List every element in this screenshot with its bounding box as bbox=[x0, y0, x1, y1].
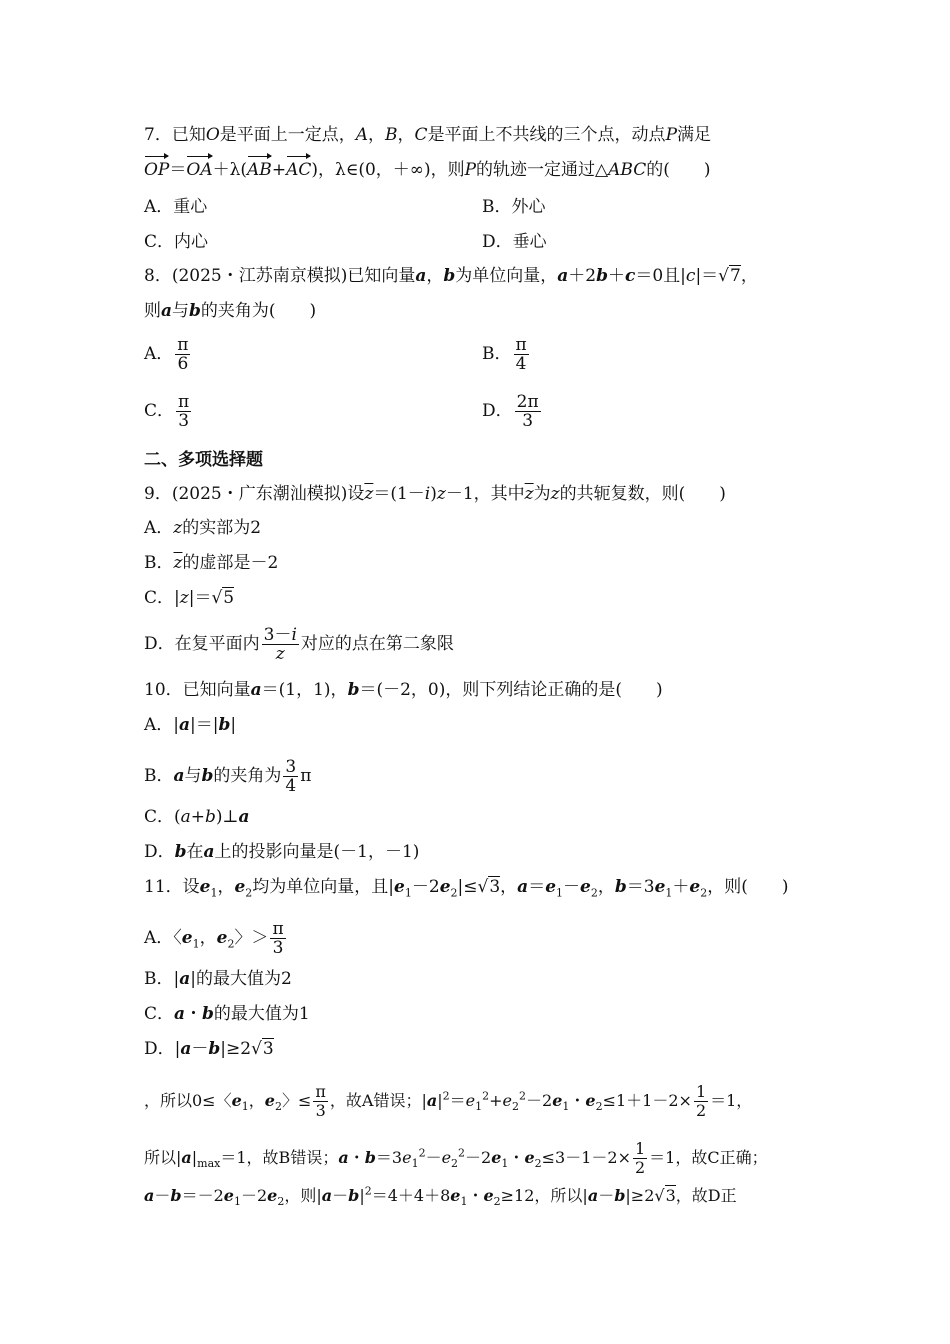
option-label: C．| bbox=[144, 588, 180, 608]
q7-point-b: B bbox=[385, 125, 398, 145]
vec-e: e bbox=[234, 877, 246, 897]
q11-text: |≥2 bbox=[220, 1039, 252, 1059]
vec-e: e bbox=[394, 877, 405, 897]
denominator: 3 bbox=[272, 938, 284, 958]
q11-text: ， bbox=[597, 877, 615, 897]
q9-text: 9．(2025・广东潮汕模拟)设 bbox=[144, 484, 365, 504]
q11-text: ＝ bbox=[528, 877, 546, 897]
subscript: 1 bbox=[460, 1195, 468, 1209]
solution-text: |≥2 bbox=[625, 1186, 655, 1205]
q7-text: ＝ bbox=[169, 160, 187, 180]
vector-op: OP bbox=[144, 160, 170, 180]
sqrt-radicand: 3 bbox=[262, 1039, 274, 1059]
var-z: z bbox=[550, 484, 560, 504]
z-conjugate: $\overline{z}$ bbox=[364, 484, 374, 504]
q11-text: |≤ bbox=[457, 877, 478, 897]
fraction bbox=[283, 758, 298, 795]
q8-option-a bbox=[144, 336, 192, 373]
sqrt-radicand: 5 bbox=[223, 588, 235, 608]
vec-e: e bbox=[216, 928, 228, 948]
option-label: A．| bbox=[144, 715, 180, 735]
fraction bbox=[633, 1140, 647, 1177]
vec-a: a bbox=[203, 842, 215, 862]
vec-a: a bbox=[180, 807, 191, 827]
solution-text: ＝1， bbox=[710, 1091, 753, 1110]
subscript: 2 bbox=[274, 1100, 282, 1114]
solution-text: － bbox=[154, 1186, 171, 1205]
vec-b: b bbox=[347, 680, 360, 700]
z-conjugate: $\overline{z}$ bbox=[524, 484, 534, 504]
vec-b: b bbox=[201, 766, 214, 786]
q11-text: 〉＞ bbox=[234, 928, 269, 948]
q11-text: |的最大值为2 bbox=[190, 969, 292, 989]
imaginary-unit: i bbox=[424, 484, 431, 504]
denominator: 3 bbox=[315, 1101, 326, 1120]
q11-text: 的最大值为1 bbox=[213, 1004, 310, 1024]
q11-option-c bbox=[144, 1002, 310, 1026]
vec-a: a bbox=[426, 1091, 438, 1110]
vec-a: a bbox=[587, 1186, 599, 1205]
q9-text: 对应的点在第二象限 bbox=[300, 634, 454, 654]
vec-a: a bbox=[161, 301, 173, 321]
solution-line-2 bbox=[144, 1140, 768, 1177]
vec-b: b bbox=[189, 301, 201, 321]
q7-text: 的( ) bbox=[646, 160, 711, 180]
superscript: 2 bbox=[482, 1089, 490, 1103]
vec-e: e bbox=[580, 877, 591, 897]
vec-a: a bbox=[174, 1004, 186, 1024]
q11-option-a bbox=[144, 920, 288, 957]
subscript: 2 bbox=[451, 1157, 459, 1171]
q11-text: － bbox=[563, 877, 581, 897]
solution-text: + bbox=[489, 1091, 503, 1110]
subscript: 2 bbox=[277, 1195, 285, 1209]
sqrt-radicand: 3 bbox=[489, 877, 501, 897]
numerator: 3 bbox=[285, 757, 297, 777]
q10-option-d bbox=[144, 840, 419, 864]
solution-text: － bbox=[425, 1148, 442, 1167]
q7-point-o: O bbox=[205, 125, 220, 145]
q8-option-c bbox=[144, 393, 193, 430]
vec-b: b bbox=[614, 1186, 626, 1205]
var-z: z bbox=[173, 518, 183, 538]
q10-text: + bbox=[190, 807, 206, 827]
option-label: C． bbox=[144, 401, 175, 421]
q7-text: 是平面上不共线的三个点，动点 bbox=[427, 125, 666, 145]
vec-e: e bbox=[181, 928, 193, 948]
vec-a: a bbox=[250, 680, 262, 700]
q11-stem: 11．设$e_1$，$e_2$均为单位向量，且$|e_1-2e_2|\le√3$，$a=e_1-e_2$，$b=3e_1+e_2$，则( ) bbox=[144, 877, 789, 900]
q7-point-p: P bbox=[464, 160, 477, 180]
solution-text: ，所以0≤〈 bbox=[144, 1091, 232, 1110]
q10-stem bbox=[144, 678, 663, 702]
q7-option-b: B．外心 bbox=[482, 197, 546, 217]
fraction bbox=[514, 336, 529, 373]
solution-text: ・ bbox=[348, 1148, 365, 1167]
solution-text: －2 bbox=[240, 1186, 268, 1205]
vec-e: e bbox=[231, 1091, 242, 1110]
vector-ab: AB bbox=[247, 160, 272, 180]
fraction bbox=[515, 393, 541, 430]
fraction bbox=[262, 626, 299, 663]
fraction bbox=[175, 336, 190, 373]
subscript: 1 bbox=[501, 1157, 509, 1171]
q8-text: ， bbox=[740, 266, 758, 286]
option-label: D．| bbox=[144, 1039, 181, 1059]
subscript: 2 bbox=[534, 1157, 542, 1171]
q8-text: ＝ bbox=[701, 266, 719, 286]
solution-text: － bbox=[598, 1186, 615, 1205]
numerator: π bbox=[272, 919, 284, 939]
q11-text: ＋ bbox=[672, 877, 690, 897]
z-conjugate: $\overline{z}$ bbox=[173, 553, 183, 573]
solution-text: ，故D正 bbox=[675, 1186, 737, 1205]
vec-e: e bbox=[545, 877, 557, 897]
denominator: 3 bbox=[178, 411, 190, 431]
vec-e: e bbox=[491, 1148, 502, 1167]
solution-text: ＝4＋4＋8 bbox=[371, 1186, 451, 1205]
q10-option-c bbox=[144, 805, 250, 829]
q10-text: 上的投影向量是(－1，－1) bbox=[214, 842, 420, 862]
solution-text: ＝ bbox=[449, 1091, 466, 1110]
q10-text: π bbox=[300, 766, 312, 786]
q8-text: 为单位向量， bbox=[455, 266, 558, 286]
subscript: 2 bbox=[450, 886, 458, 900]
vec-b: b bbox=[348, 1186, 360, 1205]
vec-b: b bbox=[205, 807, 216, 827]
solution-text: | bbox=[191, 1148, 198, 1167]
vector-oa: OA bbox=[186, 160, 213, 180]
superscript: 2 bbox=[458, 1146, 466, 1160]
option-label: A．〈 bbox=[144, 928, 182, 948]
e-term: e bbox=[402, 1148, 412, 1167]
option-label: C．( bbox=[144, 807, 181, 827]
denominator: 4 bbox=[515, 354, 527, 374]
option-label: B． bbox=[144, 553, 174, 573]
q11-text: －2 bbox=[411, 877, 440, 897]
q11-text: ， bbox=[199, 928, 217, 948]
solution-text: － bbox=[332, 1186, 349, 1205]
q9-text: 的共轭复数，则( ) bbox=[559, 484, 726, 504]
vec-a: a bbox=[179, 969, 191, 989]
q9-stem bbox=[144, 482, 726, 506]
q9-text: ) bbox=[430, 484, 437, 504]
denominator: 2 bbox=[634, 1158, 646, 1177]
q11-text: ，则( ) bbox=[707, 877, 789, 897]
solution-text: | bbox=[437, 1091, 443, 1110]
q8-text: 8．(2025・江苏南京模拟)已知向量 bbox=[144, 266, 416, 286]
numerator bbox=[262, 626, 299, 645]
option-label: A． bbox=[144, 344, 174, 364]
vec-a: a bbox=[517, 877, 529, 897]
vec-a: a bbox=[238, 807, 250, 827]
superscript: 2 bbox=[418, 1146, 426, 1160]
solution-text: ・ bbox=[508, 1148, 525, 1167]
q9-text: 的虚部是－2 bbox=[182, 553, 279, 573]
solution-text: ・ bbox=[569, 1091, 586, 1110]
subscript: 2 bbox=[227, 937, 235, 951]
subscript: 1 bbox=[192, 937, 200, 951]
vec-b: b bbox=[614, 877, 627, 897]
numerator: 1 bbox=[634, 1139, 646, 1158]
subscript: 1 bbox=[241, 1100, 249, 1114]
vec-a: a bbox=[179, 715, 191, 735]
q10-option-b bbox=[144, 758, 311, 795]
solution-text: －2 bbox=[465, 1148, 492, 1167]
numerator: π bbox=[315, 1082, 326, 1101]
vec-e: e bbox=[439, 877, 451, 897]
q8-stem: 8．(2025・江苏南京模拟)已知向量a，b为单位向量，a＋2b＋c＝0且|c|＝√7， bbox=[144, 266, 758, 286]
q9-text: ＝(1－ bbox=[373, 484, 425, 504]
vec-e: e bbox=[264, 1091, 275, 1110]
vec-b: b bbox=[202, 1004, 214, 1024]
solution-text: ・ bbox=[467, 1186, 484, 1205]
solution-text: | bbox=[359, 1186, 365, 1205]
vec-a: a bbox=[321, 1186, 333, 1205]
q9-text: |＝ bbox=[188, 588, 212, 608]
subscript: 1 bbox=[210, 886, 218, 900]
vec-e: e bbox=[199, 877, 211, 897]
vec-e: e bbox=[483, 1186, 494, 1205]
q7-option-c: C．内心 bbox=[144, 232, 209, 252]
e-term: e bbox=[465, 1091, 476, 1110]
section-heading: 二、多项选择题 bbox=[144, 450, 263, 470]
solution-text: ≤3－1－2× bbox=[541, 1148, 631, 1167]
q11-text: 均为单位向量，且| bbox=[252, 877, 395, 897]
q8-text: ， bbox=[426, 266, 444, 286]
q10-text: 的夹角为 bbox=[213, 766, 282, 786]
q11-text: ， bbox=[500, 877, 518, 897]
q9-option-c: C．|z|＝√5 bbox=[144, 588, 235, 608]
q11-option-d: D．|a－b|≥2√3 bbox=[144, 1039, 274, 1059]
subscript: 1 bbox=[556, 886, 564, 900]
q10-text: |＝| bbox=[190, 715, 219, 735]
q8-option-d bbox=[482, 393, 543, 430]
vec-a: a bbox=[557, 266, 569, 286]
option-label: D． bbox=[144, 842, 175, 862]
fraction bbox=[270, 920, 285, 957]
q10-text: 在 bbox=[186, 842, 204, 862]
denominator: 2 bbox=[695, 1101, 707, 1120]
q11-text: ＝3 bbox=[626, 877, 655, 897]
subscript: max bbox=[197, 1157, 221, 1171]
q10-text: ＝(－2，0)，则下列结论正确的是( ) bbox=[359, 680, 663, 700]
subscript: 1 bbox=[404, 886, 412, 900]
option-label: D．在复平面内 bbox=[144, 634, 260, 654]
superscript: 2 bbox=[519, 1089, 526, 1103]
subscript: 1 bbox=[233, 1195, 241, 1209]
q7-point-a: A bbox=[355, 125, 369, 145]
e-term: e bbox=[441, 1148, 452, 1167]
solution-line-3: $a-b=-2e_1-2e_2$，则$|a-b|^2=4+4+8e_1$・$e_2\ge 12$，所以|a－b|≥2√3，故D正 bbox=[144, 1184, 737, 1209]
q9-text: 为 bbox=[533, 484, 551, 504]
solution-text: ＝1，故C正确； bbox=[649, 1148, 768, 1167]
q10-text: 与 bbox=[184, 766, 202, 786]
subscript: 2 bbox=[595, 1100, 603, 1114]
superscript: 2 bbox=[364, 1184, 372, 1198]
vec-a: a bbox=[144, 1186, 155, 1205]
q8-text: 的夹角为( ) bbox=[200, 301, 317, 321]
q10-text: ＝(1，1)， bbox=[261, 680, 348, 700]
denominator: 4 bbox=[285, 776, 297, 796]
q7-point-c: C bbox=[414, 125, 428, 145]
sqrt-radicand: 3 bbox=[665, 1186, 676, 1205]
superscript: 2 bbox=[442, 1089, 450, 1103]
e-term: e bbox=[502, 1091, 512, 1110]
q7-text: )，λ∈(0，＋∞)，则 bbox=[311, 160, 465, 180]
q7-text: 是平面上一定点， bbox=[219, 125, 356, 145]
subscript: 2 bbox=[590, 886, 598, 900]
option-label: C． bbox=[144, 1004, 175, 1024]
q7-formula bbox=[144, 158, 710, 182]
q8-text: 则 bbox=[144, 301, 161, 321]
vec-c: c bbox=[624, 266, 636, 286]
q7-triangle: ABC bbox=[608, 160, 647, 180]
vec-e: e bbox=[654, 877, 666, 897]
q8-text: ＝0且 bbox=[635, 266, 681, 286]
q7-text: 的轨迹一定通过△ bbox=[476, 160, 609, 180]
option-label: A． bbox=[144, 518, 174, 538]
solution-text: ＝3 bbox=[375, 1148, 403, 1167]
q7-stem: 7．已知O是平面上一定点，A，B，C是平面上不共线的三个点，动点P满足 bbox=[144, 125, 712, 145]
vec-c: c bbox=[685, 266, 696, 286]
q10-text: )⊥ bbox=[215, 807, 239, 827]
solution-text: ＝－2 bbox=[181, 1186, 224, 1205]
vec-e: e bbox=[585, 1091, 596, 1110]
var-z: z bbox=[179, 588, 189, 608]
q10-option-a bbox=[144, 713, 236, 737]
q8-option-b bbox=[482, 336, 531, 373]
vec-a: a bbox=[181, 1148, 192, 1167]
solution-text: ＝1，故B错误； bbox=[220, 1148, 339, 1167]
vec-b: b bbox=[174, 842, 187, 862]
numerator: π bbox=[177, 335, 189, 355]
q11-option-b bbox=[144, 967, 292, 991]
vec-a: a bbox=[338, 1148, 349, 1167]
q11-text: ・ bbox=[185, 1004, 203, 1024]
vec-e: e bbox=[223, 1186, 234, 1205]
q9-text: －1，其中 bbox=[445, 484, 525, 504]
vec-a: a bbox=[173, 766, 185, 786]
vec-e: e bbox=[524, 1148, 535, 1167]
solution-text: ， bbox=[248, 1091, 265, 1110]
q8-text: ＋ bbox=[607, 266, 625, 286]
q7-text: ＋λ( bbox=[212, 160, 248, 180]
option-label: D． bbox=[482, 401, 513, 421]
subscript: 1 bbox=[475, 1100, 483, 1114]
subscript: 2 bbox=[512, 1100, 519, 1114]
q7-point-p: P bbox=[665, 125, 678, 145]
option-label: B． bbox=[144, 766, 174, 786]
option-label: B． bbox=[482, 344, 512, 364]
q10-text: | bbox=[230, 715, 237, 735]
denominator: 3 bbox=[522, 411, 534, 431]
vec-b: b bbox=[208, 1039, 221, 1059]
vec-a: a bbox=[415, 266, 427, 286]
q7-text: + bbox=[271, 160, 287, 180]
vec-b: b bbox=[364, 1148, 376, 1167]
vec-a: a bbox=[180, 1039, 192, 1059]
vec-e: e bbox=[267, 1186, 278, 1205]
solution-text: 〉≤ bbox=[281, 1091, 312, 1110]
solution-line-1 bbox=[144, 1083, 752, 1120]
imaginary-unit: i bbox=[291, 625, 297, 645]
denominator: 6 bbox=[177, 354, 189, 374]
q9-text: 3－ bbox=[263, 625, 292, 645]
vec-e: e bbox=[689, 877, 701, 897]
q8-text: 与 bbox=[172, 301, 190, 321]
subscript: 1 bbox=[562, 1100, 570, 1114]
q9-text: 的实部为2 bbox=[182, 518, 262, 538]
sqrt-radicand: 7 bbox=[730, 266, 741, 286]
vec-e: e bbox=[552, 1091, 563, 1110]
fraction bbox=[694, 1083, 708, 1120]
numerator: π bbox=[178, 392, 190, 412]
vector-ac: AC bbox=[286, 160, 312, 180]
vec-b: b bbox=[443, 266, 456, 286]
subscript: 2 bbox=[700, 886, 708, 900]
subscript: 2 bbox=[245, 886, 253, 900]
fraction bbox=[176, 393, 191, 430]
solution-text: ≥12，所以| bbox=[500, 1186, 588, 1205]
q9-option-b bbox=[144, 551, 278, 575]
var-z: z bbox=[436, 484, 446, 504]
solution-text: ，则| bbox=[284, 1186, 322, 1205]
denominator: z bbox=[275, 644, 285, 664]
vec-b: b bbox=[170, 1186, 182, 1205]
q7-text: 满足 bbox=[677, 125, 712, 145]
q10-text: 10．已知向量 bbox=[144, 680, 251, 700]
q9-option-a bbox=[144, 516, 261, 540]
option-label: B．| bbox=[144, 969, 180, 989]
solution-text: ，故A错误；| bbox=[329, 1091, 427, 1110]
numerator: 2π bbox=[516, 392, 539, 412]
q11-text: 11．设 bbox=[144, 877, 200, 897]
q8-text: ＋2 bbox=[568, 266, 597, 286]
vec-e: e bbox=[450, 1186, 461, 1205]
q7-option-d: D．垂心 bbox=[482, 232, 547, 252]
q7-option-a: A．重心 bbox=[144, 197, 208, 217]
solution-text: 所以| bbox=[144, 1148, 182, 1167]
q11-text: ， bbox=[217, 877, 235, 897]
numerator: 1 bbox=[695, 1082, 707, 1101]
solution-text: －2 bbox=[526, 1091, 553, 1110]
q9-option-d bbox=[144, 626, 454, 663]
vec-b: b bbox=[218, 715, 231, 735]
solution-text: ≤1＋1－2× bbox=[602, 1091, 692, 1110]
vec-b: b bbox=[596, 266, 608, 286]
q11-text: － bbox=[191, 1039, 209, 1059]
numerator: π bbox=[515, 335, 527, 355]
subscript: 1 bbox=[411, 1157, 419, 1171]
q7-text: 7．已知 bbox=[144, 125, 206, 145]
subscript: 1 bbox=[665, 886, 673, 900]
q8-line2 bbox=[144, 299, 316, 323]
subscript: 2 bbox=[493, 1195, 501, 1209]
fraction bbox=[313, 1083, 328, 1120]
